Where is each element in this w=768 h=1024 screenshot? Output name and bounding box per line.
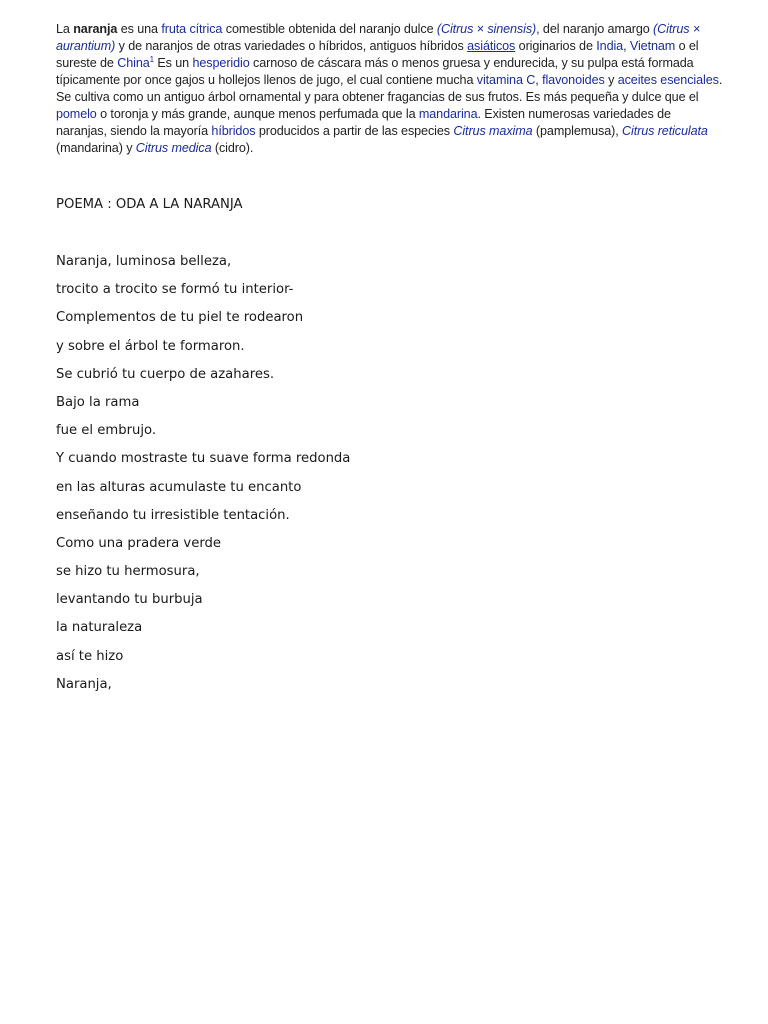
poem-line: Bajo la rama	[56, 394, 140, 410]
link-pomelo[interactable]: pomelo	[56, 107, 97, 121]
link-vitamina-c[interactable]: vitamina C	[476, 73, 536, 87]
poem-line: en las alturas acumulaste tu encanto	[56, 479, 302, 495]
link-citrus-aurantium[interactable]: (Citrus × aurantium)	[56, 22, 701, 53]
text: . Se cultiva como un antiguo árbol ornamental y para obtener fragancias de sus frutos. Es más pequeña y dulce que el	[56, 73, 723, 104]
text: ,	[623, 39, 630, 53]
text: ,	[535, 73, 543, 87]
text: carnoso de cáscara más o menos gruesa y endurecida, y su pulpa está formada típicamente por once gajos u hollejos llenos de jugo, el cual contiene mucha	[56, 56, 694, 87]
poem-line: Naranja, luminosa belleza,	[56, 254, 232, 269]
text: La	[56, 22, 74, 36]
link-asiaticos[interactable]: asiáticos	[467, 39, 516, 53]
text: . Existen numerosas variedades de naranjas, siendo la mayoría	[56, 107, 671, 138]
link-citrus-maxima[interactable]: Citrus maxima	[453, 124, 533, 138]
link-citrus-reticulata[interactable]: Citrus reticulata	[622, 124, 708, 138]
link-india[interactable]: India	[596, 39, 624, 53]
poem-line: y sobre el árbol te formaron.	[56, 338, 245, 354]
poem-line: Y cuando mostraste tu suave forma redonda	[56, 451, 351, 467]
link-hesperidio[interactable]: hesperidio	[192, 56, 250, 70]
link-citrus-medica[interactable]: Citrus medica	[135, 141, 212, 155]
link-china[interactable]: China	[117, 56, 150, 70]
text: producidos a partir de las especies	[255, 124, 454, 138]
link-citrus-sinensis[interactable]: (Citrus × sinensis)	[436, 22, 537, 36]
text: (pamplemusa),	[532, 124, 623, 138]
text: es una	[117, 22, 162, 36]
poem-line: trocito a trocito se formó tu interior-	[56, 282, 294, 298]
text: o toronja y más grande, aunque menos perfumada que la	[96, 107, 419, 121]
poem-line: Naranja,	[56, 676, 112, 692]
link-mandarina[interactable]: mandarina	[418, 107, 478, 121]
text: (cidro).	[211, 141, 254, 155]
text: y de naranjos de otras variedades o híbridos, antiguos híbridos	[115, 39, 468, 53]
poem-line: la naturaleza	[56, 620, 143, 636]
link-hibridos[interactable]: híbridos	[211, 124, 256, 138]
poem-line: Como una pradera verde	[56, 535, 222, 551]
text: comestible obtenida del naranjo dulce	[222, 22, 437, 36]
bold-term-naranja: naranja	[73, 22, 118, 36]
link-fruta-citrica[interactable]: fruta cítrica	[161, 22, 223, 36]
text: originarios de	[515, 39, 597, 53]
link-aceites-esenciales[interactable]: aceites esenciales	[617, 73, 719, 87]
link-vietnam[interactable]: Vietnam	[629, 39, 676, 53]
poem-title: POEMA : ODA A LA NARANJA	[56, 197, 243, 212]
intro-paragraph	[56, 21, 724, 157]
poem-lines	[56, 253, 350, 704]
poem-line: así te hizo	[56, 648, 124, 664]
poem-line: fue el embrujo.	[56, 423, 157, 439]
text: Es un	[153, 56, 193, 70]
footnote-ref-1[interactable]: 1	[149, 54, 154, 64]
text: , del naranjo amargo	[536, 22, 654, 36]
poem-line: Complementos de tu piel te rodearon	[56, 310, 304, 326]
poem-line: enseñando tu irresistible tentación.	[56, 507, 290, 523]
text: o el sureste de	[56, 39, 699, 70]
poem-line: se hizo tu hermosura,	[56, 564, 200, 580]
text: (mandarina) y	[56, 141, 136, 155]
link-flavonoides[interactable]: flavonoides	[542, 73, 605, 87]
poem-line: Se cubrió tu cuerpo de azahares.	[56, 366, 275, 382]
text: y	[604, 73, 618, 87]
poem-line: levantando tu burbuja	[56, 592, 203, 608]
